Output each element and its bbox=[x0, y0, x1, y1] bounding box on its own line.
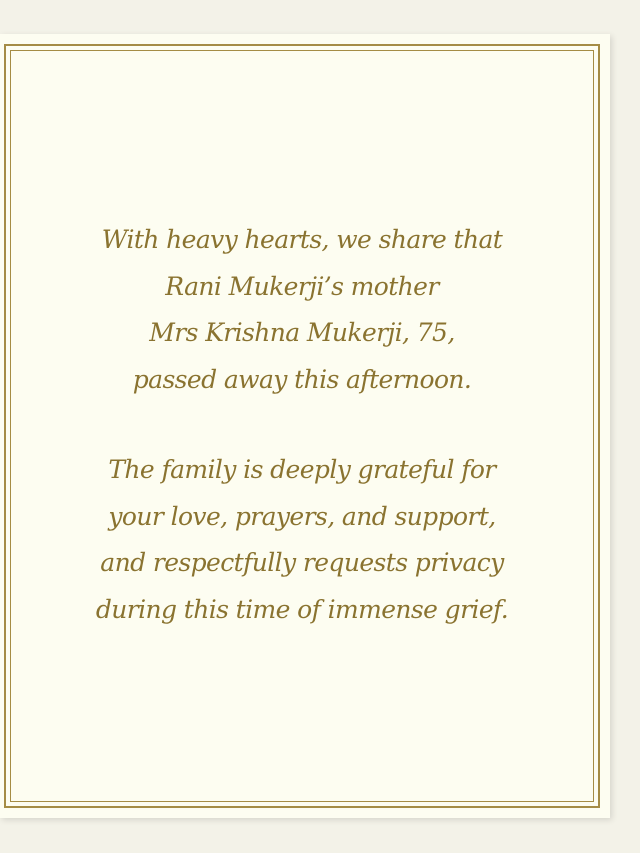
announcement-line: Rani Mukerji’s mother bbox=[165, 271, 439, 301]
inner-border bbox=[10, 50, 594, 802]
privacy-request-line: your love, prayers, and support, bbox=[108, 501, 496, 531]
announcement-line: Mrs Krishna Mukerji, 75, bbox=[149, 318, 455, 347]
announcement-line: passed away this afternoon. bbox=[132, 364, 472, 394]
condolence-card bbox=[0, 34, 610, 818]
announcement-paragraph bbox=[10, 217, 594, 403]
privacy-request-line: The family is deeply grateful for bbox=[108, 455, 496, 484]
privacy-request-line: during this time of immense grief. bbox=[95, 594, 509, 624]
privacy-request-line: and respectfully requests privacy bbox=[100, 548, 504, 577]
privacy-request-paragraph bbox=[10, 447, 594, 633]
announcement-line: With heavy hearts, we share that bbox=[101, 225, 503, 254]
